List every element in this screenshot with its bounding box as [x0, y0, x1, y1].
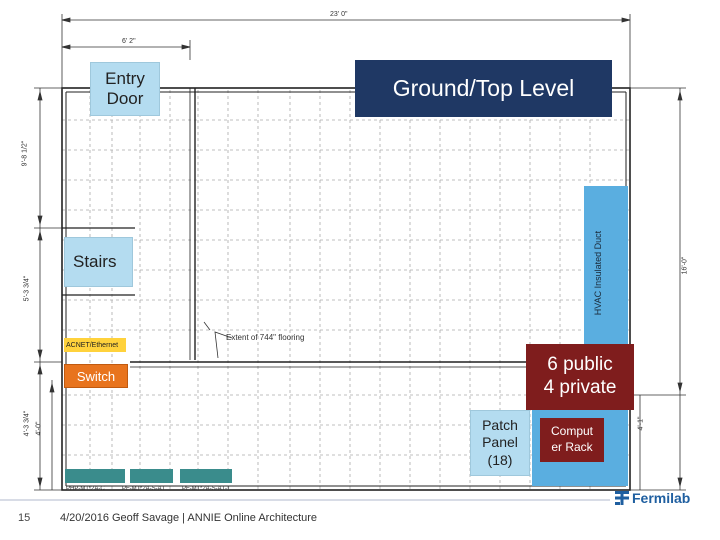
- pipe-block: [180, 469, 232, 483]
- public-private-box: [526, 344, 634, 410]
- fermilab-wordmark: Fermilab: [632, 490, 691, 506]
- footer-text: 4/20/2016 Geoff Savage | ANNIE Online Architecture: [60, 512, 318, 524]
- entry-door-label: Entry Door: [105, 68, 145, 108]
- dim-left-upper: 9'-8 1/2": [21, 140, 29, 167]
- pipe-label: PF-M1*2A-S-A1: [122, 486, 166, 492]
- pipe-block: [130, 469, 173, 483]
- switch-label: Switch: [76, 368, 116, 384]
- hvac-duct-label: HVAC Insulated Duct: [593, 230, 603, 316]
- stairs-label: Stairs: [73, 252, 117, 271]
- pipe-block: [65, 469, 125, 483]
- page-number: 15: [18, 512, 31, 524]
- pipe-label: PF-M1*2A-S-A1-1: [182, 486, 231, 492]
- patch-panel-label: Patch Panel (18): [482, 416, 518, 468]
- computer-rack-box: [540, 418, 604, 462]
- stairs-box: [64, 237, 133, 287]
- dim-right-lower: 4'-1": [637, 416, 645, 431]
- dim-left-middle: 5'-3 3/4": [23, 275, 31, 302]
- entry-door-box: [90, 62, 160, 116]
- dim-left-lower-inner: 4'-0": [35, 421, 43, 436]
- public-private-label: 6 public 4 private: [543, 354, 617, 398]
- acnet-box: [64, 338, 126, 352]
- fermilab-logo: [614, 490, 690, 506]
- computer-rack-label: Comput er Rack: [550, 424, 594, 454]
- dim-top-total: 23' 0": [330, 11, 348, 18]
- acnet-label: ACNET/Ethernet: [66, 341, 119, 349]
- dim-right-upper: 16'-0": [681, 256, 689, 275]
- patch-panel-box: [470, 410, 530, 476]
- switch-box: [64, 364, 128, 388]
- page-title: Ground/Top Level: [392, 75, 575, 101]
- fermilab-icon: [614, 490, 630, 506]
- dim-left-lower: 4'-3 3/4": [23, 410, 31, 437]
- pipe-label: PHP-M1*2A-C: [66, 486, 105, 492]
- title-box: [355, 60, 612, 117]
- flooring-annotation: Extent of 744" flooring: [226, 333, 305, 342]
- dim-top-left: 6' 2": [122, 38, 136, 45]
